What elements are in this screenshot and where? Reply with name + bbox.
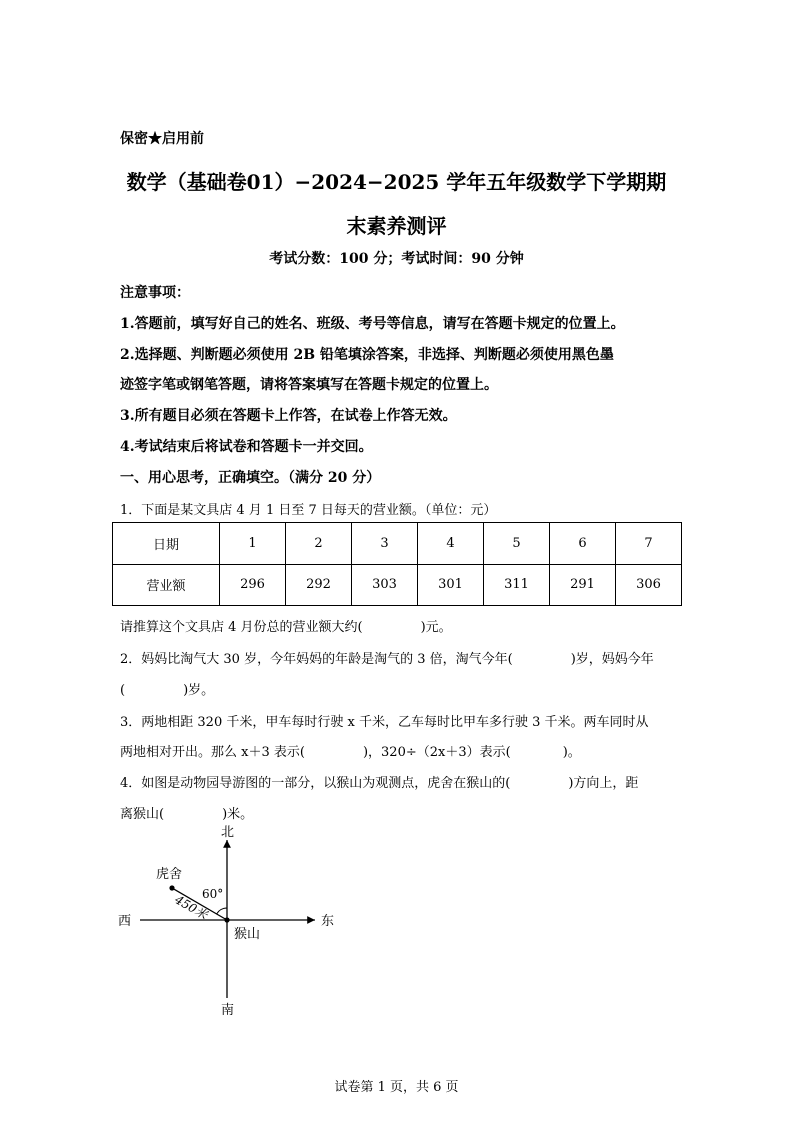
question-2-line1 (120, 648, 654, 667)
table-cell: 3 (352, 523, 418, 565)
exam-title-line1: 数学（基础卷01）−2024−2025 学年五年级数学下学期期 (126, 170, 667, 194)
q4-text-b: )方向上，距 (568, 776, 639, 791)
table-cell: 301 (418, 564, 484, 606)
sales-table (112, 522, 682, 606)
compass-diagram (110, 818, 350, 1018)
q3-text-b: )，320÷（2x＋3）表示( (362, 745, 511, 760)
question-4-line1 (120, 772, 638, 791)
table-cell: 营业额 (113, 564, 220, 606)
table-cell: 日期 (113, 523, 220, 565)
table-cell: 303 (352, 564, 418, 606)
note-item-2: 2.选择题、判断题必须使用 2B 铅笔填涂答案，非选择、判断题必须使用黑色墨 (120, 347, 614, 363)
notes-heading: 注意事项： (120, 285, 190, 301)
table-cell: 291 (550, 564, 616, 606)
note-item-4: 4.考试结束后将试卷和答题卡一并交回。 (120, 439, 373, 455)
table-row (113, 523, 682, 565)
q1-text-b: )元。 (420, 620, 452, 635)
table-cell: 296 (220, 564, 286, 606)
east-label: 东 (321, 914, 335, 929)
table-row (113, 564, 682, 606)
section1-heading: 一、用心思考，正确填空。（满分 20 分） (120, 470, 381, 486)
q2-text-b: )岁，妈妈今年 (570, 652, 654, 667)
q4-text-c: 离猴山( (120, 807, 165, 822)
note-item-2-cont: 迹签字笔或钢笔答题，请将答案填写在答题卡规定的位置上。 (120, 377, 498, 393)
tiger-house-label: 虎舍 (156, 867, 183, 882)
table-cell: 2 (286, 523, 352, 565)
page-footer: 试卷第 1 页，共 6 页 (334, 1080, 459, 1095)
exam-info: 考试分数：100 分；考试时间：90 分钟 (269, 251, 524, 267)
q2-text-c: ( (120, 683, 126, 698)
table-cell: 6 (550, 523, 616, 565)
question-1-followup (120, 616, 452, 635)
table-cell: 306 (616, 564, 682, 606)
confidential-mark: 保密★启用前 (120, 131, 204, 147)
table-cell: 292 (286, 564, 352, 606)
angle-arc (217, 908, 227, 914)
angle-label: 60° (202, 887, 224, 901)
q1-text-a: 请推算这个文具店 4 月份总的营业额大约( (120, 620, 363, 635)
table-cell: 4 (418, 523, 484, 565)
q2-text-a: 2．妈妈比淘气大 30 岁，今年妈妈的年龄是淘气的 3 倍，淘气今年( (120, 652, 513, 667)
q4-text-a: 4．如图是动物园导游图的一部分，以猴山为观测点，虎舍在猴山的( (120, 776, 511, 791)
q3-text-c: )。 (562, 745, 581, 760)
q4-text-d: )米。 (222, 807, 254, 822)
tiger-house-point (169, 885, 174, 890)
monkey-mountain-label: 猴山 (234, 927, 261, 942)
exam-title-line2: 末素养测评 (346, 214, 447, 238)
note-item-1: 1.答题前，填写好自己的姓名、班级、考号等信息，请写在答题卡规定的位置上。 (120, 316, 625, 332)
distance-label: 450米 (172, 892, 210, 923)
q2-text-d: )岁。 (183, 683, 215, 698)
monkey-mountain-point (224, 917, 229, 922)
table-cell: 311 (484, 564, 550, 606)
west-label: 西 (118, 914, 132, 929)
question-3-line2 (120, 741, 581, 760)
table-cell: 1 (220, 523, 286, 565)
table-cell: 7 (616, 523, 682, 565)
north-label: 北 (221, 825, 235, 840)
south-label: 南 (221, 1003, 235, 1018)
note-item-3: 3.所有题目必须在答题卡上作答，在试卷上作答无效。 (120, 408, 457, 424)
q3-text-a: 两地相对开出。那么 x＋3 表示( (120, 745, 305, 760)
question-2-line2 (120, 679, 214, 698)
question-3-line1: 3．两地相距 320 千米，甲车每时行驶 x 千米，乙车每时比甲车多行驶 3 千米。两车同时从 (120, 715, 649, 730)
table-cell: 5 (484, 523, 550, 565)
question-1-text: 1．下面是某文具店 4 月 1 日至 7 日每天的营业额。（单位：元） (120, 503, 497, 518)
